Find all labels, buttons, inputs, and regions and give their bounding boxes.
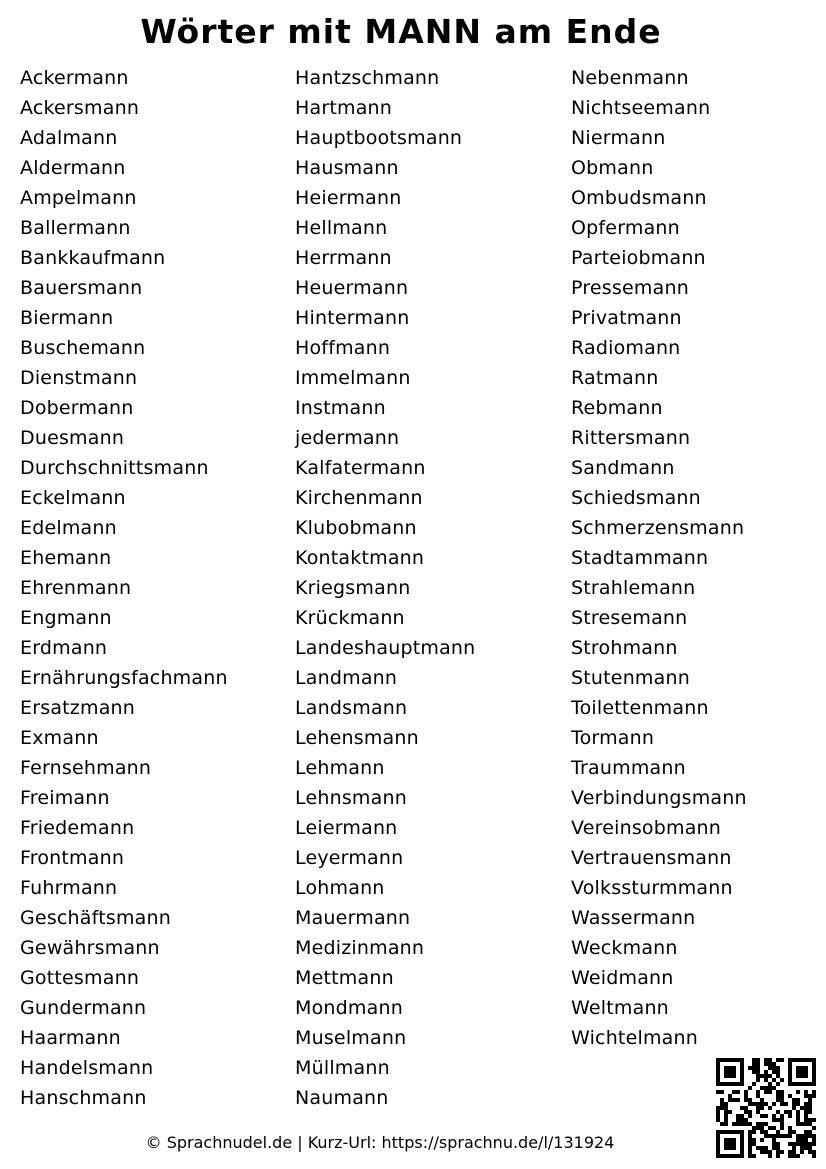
- word-item: Landeshauptmann: [295, 637, 476, 659]
- word-item: jedermann: [295, 427, 400, 449]
- word-item: Muselmann: [295, 1027, 407, 1049]
- word-item: Haarmann: [20, 1027, 121, 1049]
- word-item: Adalmann: [20, 127, 118, 149]
- word-item: Obmann: [571, 157, 654, 179]
- word-item: Parteiobmann: [571, 247, 706, 269]
- word-item: Leyermann: [295, 847, 404, 869]
- word-item: Exmann: [20, 727, 99, 749]
- word-item: Stadtammann: [571, 547, 709, 569]
- word-item: Heiermann: [295, 187, 402, 209]
- word-item: Ackermann: [20, 67, 129, 89]
- word-item: Handelsmann: [20, 1057, 154, 1079]
- word-item: Edelmann: [20, 517, 117, 539]
- word-item: Instmann: [295, 397, 386, 419]
- word-item: Mettmann: [295, 967, 394, 989]
- word-item: Nebenmann: [571, 67, 689, 89]
- word-item: Hartmann: [295, 97, 393, 119]
- word-item: Ernährungsfachmann: [20, 667, 228, 689]
- word-item: Ackersmann: [20, 97, 140, 119]
- word-item: Lehnsmann: [295, 787, 407, 809]
- word-item: Erdmann: [20, 637, 108, 659]
- word-item: Ampelmann: [20, 187, 137, 209]
- word-item: Herrmann: [295, 247, 392, 269]
- qr-code-icon: [716, 1058, 816, 1158]
- word-item: Lehmann: [295, 757, 385, 779]
- word-item: Bankkaufmann: [20, 247, 166, 269]
- word-item: Landsmann: [295, 697, 408, 719]
- word-item: Hauptbootsmann: [295, 127, 463, 149]
- word-item: Rebmann: [571, 397, 663, 419]
- word-item: Klubobmann: [295, 517, 417, 539]
- word-item: Kalfatermann: [295, 457, 426, 479]
- word-item: Privatmann: [571, 307, 682, 329]
- word-item: Fernsehmann: [20, 757, 152, 779]
- word-item: Fuhrmann: [20, 877, 118, 899]
- word-item: Kirchenmann: [295, 487, 423, 509]
- word-item: Biermann: [20, 307, 114, 329]
- word-item: Hoffmann: [295, 337, 391, 359]
- word-item: Hintermann: [295, 307, 410, 329]
- word-item: Friedemann: [20, 817, 135, 839]
- word-item: Hausmann: [295, 157, 399, 179]
- word-item: Schmerzensmann: [571, 517, 745, 539]
- word-item: Nichtseemann: [571, 97, 711, 119]
- word-item: Traummann: [571, 757, 686, 779]
- word-item: Engmann: [20, 607, 112, 629]
- word-item: Naumann: [295, 1087, 389, 1109]
- word-item: Toilettenmann: [571, 697, 709, 719]
- word-item: Stutenmann: [571, 667, 690, 689]
- word-column-1: [20, 63, 228, 1113]
- word-item: Durchschnittsmann: [20, 457, 209, 479]
- word-item: Weidmann: [571, 967, 674, 989]
- word-item: Sandmann: [571, 457, 675, 479]
- word-item: Weltmann: [571, 997, 669, 1019]
- word-item: Eckelmann: [20, 487, 126, 509]
- word-item: Ehrenmann: [20, 577, 132, 599]
- word-item: Lehensmann: [295, 727, 419, 749]
- page-title: Wörter mit MANN am Ende: [140, 12, 662, 51]
- word-item: Weckmann: [571, 937, 678, 959]
- word-item: Mauermann: [295, 907, 411, 929]
- word-item: Gundermann: [20, 997, 147, 1019]
- word-item: Medizinmann: [295, 937, 425, 959]
- word-item: Tormann: [571, 727, 655, 749]
- footer-credit: © Sprachnudel.de | Kurz-Url: https://sprachnu.de/l/131924: [145, 1133, 615, 1152]
- word-item: Ballermann: [20, 217, 131, 239]
- word-item: Ratmann: [571, 367, 659, 389]
- word-item: Freimann: [20, 787, 110, 809]
- word-item: Verbindungsmann: [571, 787, 747, 809]
- word-item: Landmann: [295, 667, 398, 689]
- word-item: Lohmann: [295, 877, 385, 899]
- word-item: Strohmann: [571, 637, 678, 659]
- word-item: Aldermann: [20, 157, 126, 179]
- word-item: Hantzschmann: [295, 67, 440, 89]
- word-item: Gewährsmann: [20, 937, 160, 959]
- word-item: Buschemann: [20, 337, 146, 359]
- word-item: Strahlemann: [571, 577, 696, 599]
- word-item: Hanschmann: [20, 1087, 147, 1109]
- word-item: Dobermann: [20, 397, 134, 419]
- word-column-2: [295, 63, 475, 1113]
- word-item: Kriegsmann: [295, 577, 411, 599]
- word-item: Stresemann: [571, 607, 688, 629]
- word-item: Bauersmann: [20, 277, 143, 299]
- word-item: Leiermann: [295, 817, 398, 839]
- word-item: Mondmann: [295, 997, 403, 1019]
- word-item: Ersatzmann: [20, 697, 136, 719]
- word-item: Radiomann: [571, 337, 681, 359]
- word-item: Müllmann: [295, 1057, 390, 1079]
- word-item: Vertrauensmann: [571, 847, 732, 869]
- word-item: Hellmann: [295, 217, 388, 239]
- word-item: Niermann: [571, 127, 666, 149]
- word-item: Rittersmann: [571, 427, 691, 449]
- word-item: Schiedsmann: [571, 487, 701, 509]
- word-item: Pressemann: [571, 277, 689, 299]
- word-item: Duesmann: [20, 427, 125, 449]
- word-item: Krückmann: [295, 607, 405, 629]
- word-item: Vereinsobmann: [571, 817, 722, 839]
- word-item: Dienstmann: [20, 367, 138, 389]
- word-item: Opfermann: [571, 217, 680, 239]
- word-item: Frontmann: [20, 847, 125, 869]
- word-column-3: [571, 63, 747, 1053]
- word-item: Volkssturmmann: [571, 877, 733, 899]
- word-item: Wichtelmann: [571, 1027, 698, 1049]
- word-item: Ombudsmann: [571, 187, 707, 209]
- word-item: Ehemann: [20, 547, 112, 569]
- word-item: Heuermann: [295, 277, 409, 299]
- word-item: Geschäftsmann: [20, 907, 171, 929]
- word-item: Wassermann: [571, 907, 696, 929]
- word-item: Gottesmann: [20, 967, 140, 989]
- word-item: Immelmann: [295, 367, 411, 389]
- word-item: Kontaktmann: [295, 547, 425, 569]
